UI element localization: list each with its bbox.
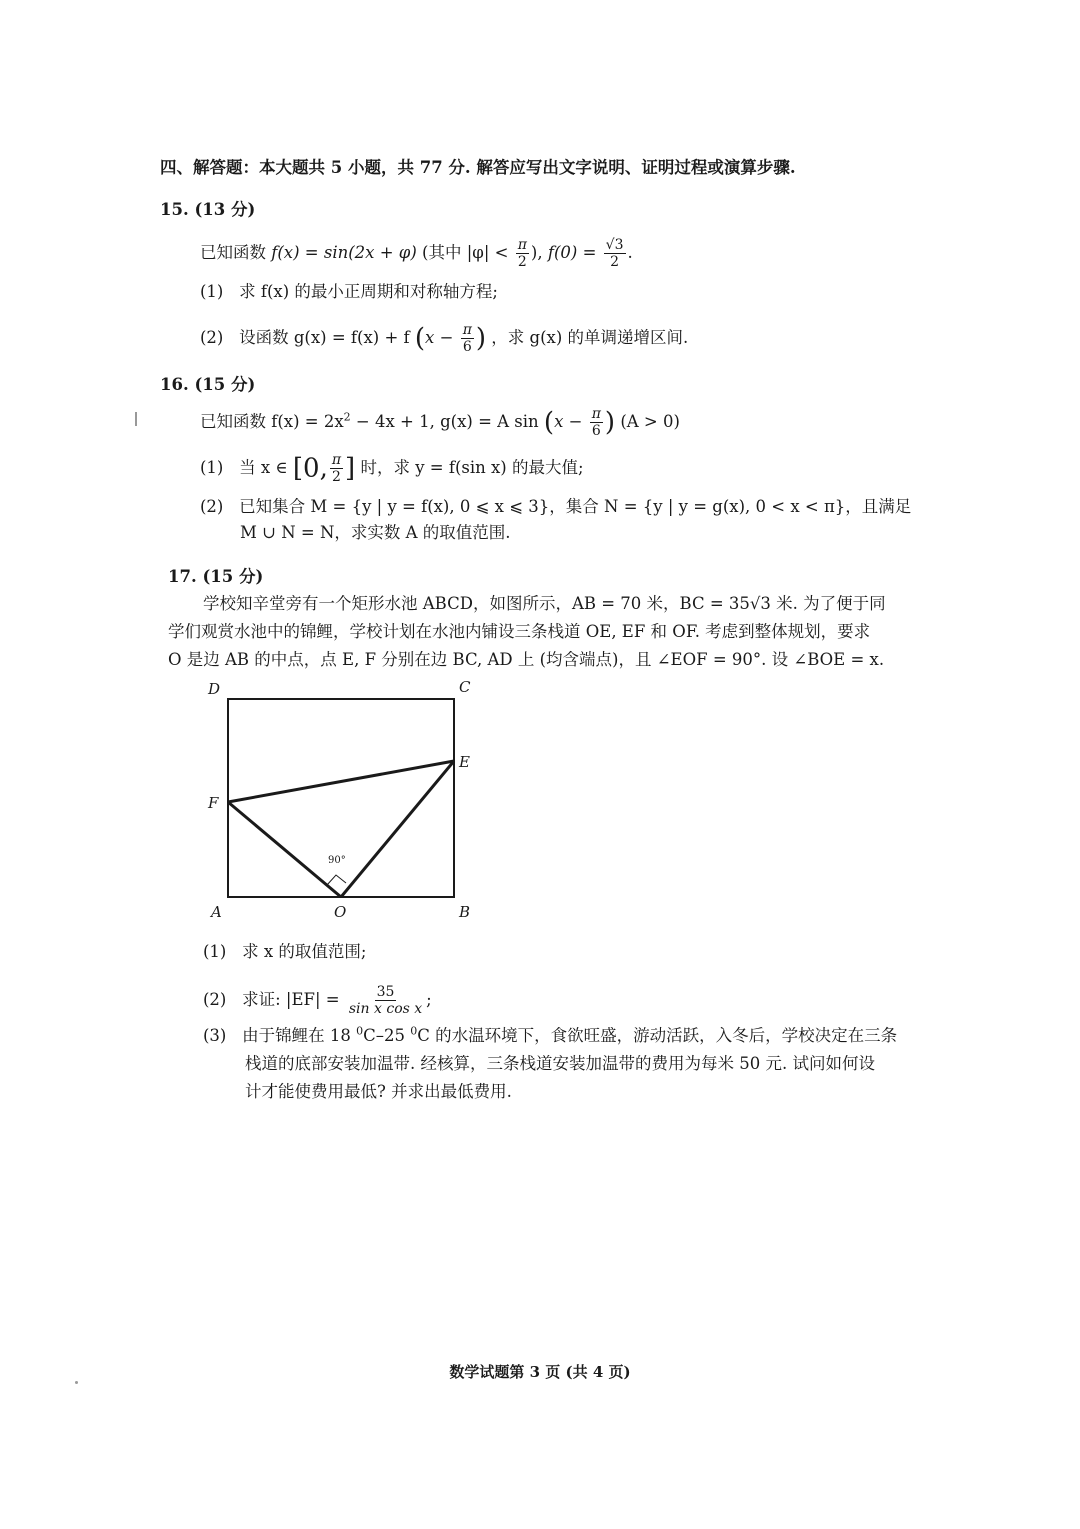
q17-para-line3: O 是边 AB 的中点，点 E, F 分别在边 BC, AD 上 (均含端点)，且 ∠EOF = 90°. 设 ∠BOE = x. [168,650,885,669]
q16-interval-close: ] [345,453,356,484]
q16-stem-a: 已知函数 f(x) = 2x [200,412,344,431]
q16-stem: 已知函数 $f(x) = 2x^2 - 4x + 1$, g(x) = A sin (x − $\frac{\pi}{6}$ ) (A > 0) [200,406,680,439]
segment-EF [228,761,454,802]
degree-mark-1: 0 [356,1024,364,1038]
q17-ef-fraction: $\frac{35}{\text{sin x cos x}}$ [348,984,423,1017]
q17-para-line2: 学们观赏水池中的锦鲤，学校计划在水池内铺设三条栈道 OE, EF 和 OF. 考虑到整体规划，要求 [168,622,871,641]
segment-OE [341,761,454,897]
label-F: F [208,794,219,812]
q15-pi-over-2: $\frac{\pi}{2}$ [517,237,527,270]
q16-stem-c: (A > 0) [620,412,680,431]
q16-p1-label: (1) [200,458,224,477]
q16-pi-over-2: $\frac{\pi}{2}$ [331,452,342,485]
q16-p2-label: (2) [200,497,224,516]
q17-part1 [203,941,366,963]
q17-p3-label: (3) [203,1026,227,1045]
q17-number: 17. (15 分) [168,567,264,586]
q15-part2: (2) 设函数 g(x) = f(x) + f (x − $\frac{\pi}{6}$ ) ，求 g(x) 的单调递增区间. [200,322,689,355]
q15-stem-f0: f(0) = [547,243,597,262]
q15-stem-cond-open: (其中 |φ| < [422,243,509,262]
q16-p1-b: 时，求 y = f(sin x) 的最大值; [360,458,584,477]
segment-OF [228,802,341,897]
q17-p3-line1-b: C–25 [363,1026,405,1045]
q15-stem [200,237,633,270]
q15-pi-over-6: $\frac{\pi}{6}$ [462,322,472,355]
scan-speck [75,1381,78,1384]
q17-p2-label: (2) [203,990,227,1009]
q15-p2-inner: x − [425,328,454,347]
q15-stem-func: f(x) = sin(2x + φ) [271,243,417,262]
scan-mark [135,412,137,426]
q17-part2 [203,984,432,1017]
q15-p2-label: (2) [200,328,224,347]
q17-p2-end: ; [426,990,432,1009]
q15-p1-text: 求 f(x) 的最小正周期和对称轴方程; [239,282,498,301]
q16-part1 [200,452,584,485]
q15-part1 [200,281,498,303]
q16-number: 16. (15 分) [160,375,256,394]
label-B: B [459,903,471,921]
q15-p1-label: (1) [200,282,224,301]
q17-p2-text: 求证: |EF| = [242,990,340,1009]
q17-para-line1: 学校知辛堂旁有一个矩形水池 ABCD，如图所示，AB = 70 米，BC = 35√3 米. 为了便于同 [203,594,886,613]
label-A: A [211,903,222,921]
label-D: D [208,680,221,698]
q15-stem-cond-close: ), [530,243,543,262]
page-footer: 数学试题第 3 页 (共 4 页) [449,1363,631,1381]
q15-stem-prefix: 已知函数 [200,243,266,262]
q16-pi-over-6: $\frac{\pi}{6}$ [591,406,601,439]
q16-stem-inner: x − [554,412,583,431]
angle-label: 90° [328,855,346,866]
pool-figure [196,672,496,932]
right-angle-mark [327,875,346,885]
label-E: E [459,753,470,771]
q17-p3-line3: 计才能使费用最低? 并求出最低费用. [245,1082,512,1101]
q17-p1-label: (1) [203,942,227,961]
q17-p1-text: 求 x 的取值范围; [242,942,367,961]
q17-p3-line2: 栈道的底部安装加温带. 经核算，三条栈道安装加温带的费用为每米 50 元. 试问如何设 [245,1054,875,1073]
q15-period: . [627,243,633,262]
label-O: O [334,903,347,921]
q15-p2-text-b: ，求 g(x) 的单调递增区间. [491,328,689,347]
q15-sqrt3-over-2: $\frac{√3}{2}$ [605,237,624,270]
q15-p2-text-a: 设函数 g(x) = f(x) + f [239,328,410,347]
q16-p2-line2: M ∪ N = N，求实数 A 的取值范围. [240,523,511,542]
label-C: C [459,678,471,696]
q17-p3-line1-a: 由于锦鲤在 18 [242,1026,351,1045]
q16-part2-line1 [200,496,911,518]
q16-square: 2 [343,410,351,424]
q17-part3-line1 [203,1025,897,1047]
q15-number: 15. (13 分) [160,200,256,219]
degree-mark-2: 0 [410,1024,418,1038]
q17-p3-line1-c: C 的水温环境下，食欲旺盛，游动活跃，入冬后，学校决定在三条 [417,1026,898,1045]
q16-p1-a: 当 x ∈ [239,458,288,477]
pool-rectangle [228,699,454,897]
q16-interval-open: [0, [292,453,328,484]
section-heading: 四、解答题：本大题共 5 小题，共 77 分. 解答应写出文字说明、证明过程或演算步骤. [160,158,796,177]
q16-p2-line1: 已知集合 M = {y | y = f(x), 0 ⩽ x ⩽ 3}，集合 N = {y | y = g(x), 0 < x < π}，且满足 [239,497,912,516]
q16-stem-b: − 4x + 1, g(x) = A sin [350,412,539,431]
